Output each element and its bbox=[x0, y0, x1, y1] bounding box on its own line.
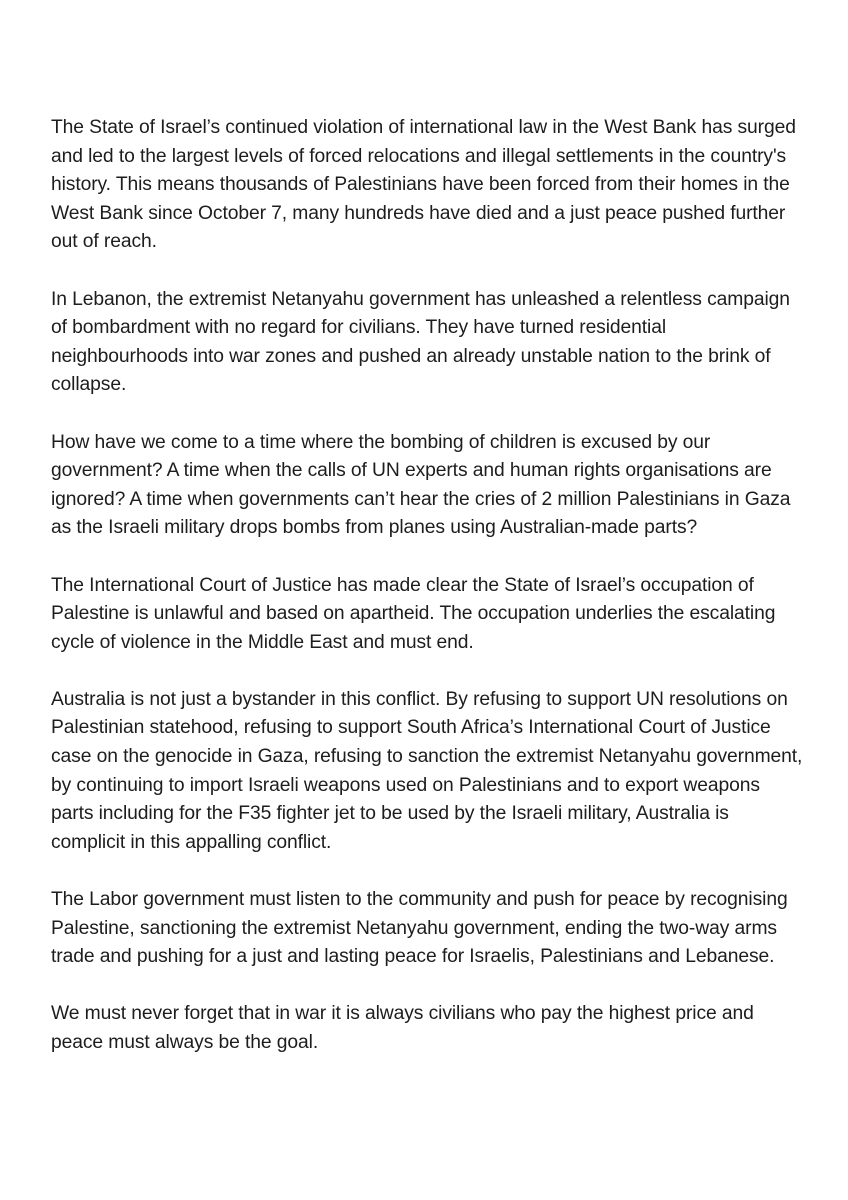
paragraph-west-bank: The State of Israel’s continued violation of international law in the West Bank has surged and led to the largest levels of forced relocations and illegal settlements in the country's history. This means thousands of Palestinians have been forced from their homes in the West Bank since October 7, many hundreds have died and a just peace pushed further out of reach. bbox=[51, 117, 796, 253]
paragraph-lebanon: In Lebanon, the extremist Netanyahu government has unleashed a relentless campaign of bombardment with no regard for civilians. They have turned residential neighbourhoods into war zones and pushed an already unstable nation to the brink of collapse. bbox=[51, 288, 790, 396]
paragraph-australia: Australia is not just a bystander in this conflict. By refusing to support UN resolutions on Palestinian statehood, refusing to support South Africa’s International Court of Justice case on the genocide in Gaza, refusing to sanction the extremist Netanyahu government, by continuing to import Israeli weapons used on Palestinians and to export weapons parts including for the F35 fighter jet to be used by the Israeli military, Australia is complicit in this appalling conflict. bbox=[51, 688, 803, 853]
document-body bbox=[51, 114, 803, 1058]
paragraph-questions: How have we come to a time where the bombing of children is excused by our government? A time when the calls of UN experts and human rights organisations are ignored? A time when governments can’t hear the cries of 2 million Palestinians in Gaza as the Israeli military drops bombs from planes using Australian-made parts? bbox=[51, 431, 791, 539]
paragraph-labor: The Labor government must listen to the community and push for peace by recognising Palestine, sanctioning the extremist Netanyahu government, ending the two-way arms trade and pushing for a just and lasting peace for Israelis, Palestinians and Lebanese. bbox=[51, 889, 788, 968]
paragraph-icj: The International Court of Justice has made clear the State of Israel’s occupation of Palestine is unlawful and based on apartheid. The occupation underlies the escalating cycle of violence in the Middle East and must end. bbox=[51, 574, 776, 653]
paragraph-conclusion: We must never forget that in war it is always civilians who pay the highest price and peace must always be the goal. bbox=[51, 1003, 754, 1053]
